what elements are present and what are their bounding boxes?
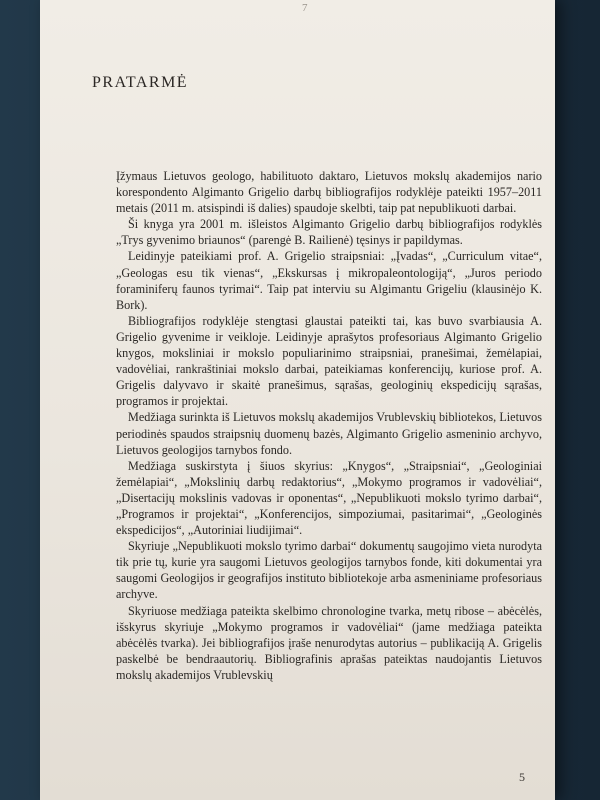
page-number: 5 (519, 770, 525, 784)
paragraph: Įžymaus Lietuvos geologo, habilituoto daktaro, Lietuvos mokslų akademijos nario korespondento Algimanto Grigelio darbų bibliografijos rodyklėje pateikti 1957–2011 metais (2011 m. atsispindi iš dalies) spaudoje skelbti, taip pat nepublikuoti darbai. (116, 169, 542, 216)
paragraph: Medžiaga surinkta iš Lietuvos mokslų akademijos Vrublevskių bibliotekos, Lietuvos periodinės spaudos straipsnių duomenų bazės, Algimanto Grigelio asmeninio archyvo, Lietuvos geologijos tarnybos fondo. (116, 410, 542, 457)
paragraph: Ši knyga yra 2001 m. išleistos Algimanto Grigelio darbų bibliografijos rodyklės „Trys gyvenimo briaunos“ (parengė B. Railienė) tęsinys ir papildymas. (116, 217, 542, 248)
paragraph: Medžiaga suskirstyta į šiuos skyrius: „Knygos“, „Straipsniai“, „Geologiniai žemėlapiai“, „Mokslinių darbų redaktorius“, „Mokymo programos ir vadovėliai“, „Disertacijų mokslinis vadovas ir oponentas“, „Nepublikuoti mokslo tyrimo darbai“, „Programos ir projektai“, „Konferencijos, simpoziumai, pasitarimai“, „Geologinės ekspedicijos“, „Autoriniai liudijimai“. (116, 458, 542, 538)
top-mark: 7 (302, 2, 308, 14)
paragraph: Skyriuje „Nepublikuoti mokslo tyrimo darbai“ dokumentų saugojimo vieta nurodyta tik prie tų, kurie yra saugomi Lietuvos geologijos tarnybos fonde, kiti dokumentai yra saugomi Geologijos ir geografijos instituto bibliotekoje arba asmeniniame profesoriaus archyve. (116, 539, 542, 602)
paragraph: Skyriuose medžiaga pateikta skelbimo chronologine tvarka, metų ribose – abėcėlės, išskyrus skyriuje „Mokymo programos ir vadovėliai“ (jame medžiaga pateikta abėcėlės tvarka). Jei bibliografijos įraše nenurodytas autorius – publikaciją A. Grigelis paskelbė be bendraautorių. Bibliografinis aprašas pateiktas naudojantis Lietuvos mokslų akademijos Vrublevskių (116, 603, 542, 682)
book-page (40, 0, 555, 800)
paragraph: Leidinyje pateikiami prof. A. Grigelio straipsniai: „Įvadas“, „Curriculum vitae“, „Geologas esu tik vienas“, „Ekskursas į mikropaleontologiją“, „Juros periodo foraminiferų faunos tyrimai“. Taip pat interviu su Algimantu Grigeliu (klausinėjo K. Bork). (116, 249, 542, 312)
paragraph: Bibliografijos rodyklėje stengtasi glaustai pateikti tai, kas buvo svarbiausia A. Grigelio gyvenime ir veikloje. Leidinyje aprašytos profesoriaus Algimanto Grigelio knygos, moksliniai ir mokslo populiarinimo straipsniai, pranešimai, žemėlapiai, vadovėliai, rankraštiniai mokslo darbai, pateikiamas konferencijų, kuriose prof. A. Grigelis dalyvavo ir skaitė pranešimus, sąrašas, geologinių ekspedicijų sąrašas, programos ir projektai. (116, 313, 542, 409)
body-text (116, 168, 542, 683)
page-title: PRATARMĖ (92, 74, 189, 91)
